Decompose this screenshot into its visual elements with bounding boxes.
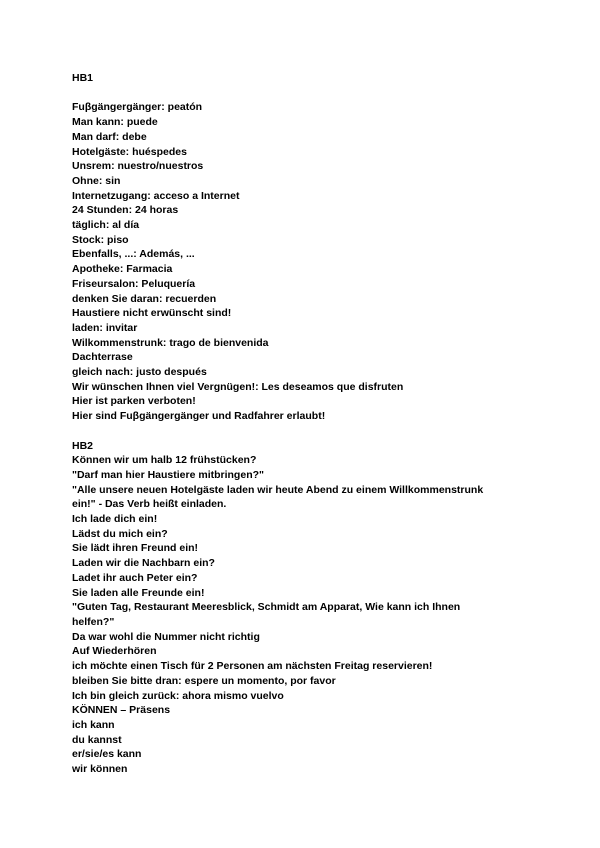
vocab-line: Wir wünschen Ihnen viel Vergnügen!: Les deseamos que disfruten: [72, 380, 404, 393]
text-line: Ladet ihr auch Peter ein?: [72, 571, 198, 584]
vocab-line: 24 Stunden: 24 horas: [72, 204, 179, 217]
text-line: Lädst du mich ein?: [72, 527, 168, 540]
vocab-line: Ohne: sin: [72, 174, 121, 187]
vocab-line: Dachterrase: [72, 351, 133, 364]
text-line: Auf Wiederhören: [72, 645, 157, 658]
text-line: wir können: [72, 763, 128, 776]
text-line: ich kann: [72, 718, 115, 731]
text-line: helfen?": [72, 615, 115, 628]
vocab-line: laden: invitar: [72, 321, 138, 334]
text-line: bleiben Sie bitte dran: espere un momento, por favor: [72, 674, 336, 687]
vocab-line: Hier sind Fuβgängergänger und Radfahrer erlaubt!: [72, 410, 326, 423]
vocab-line: Unsrem: nuestro/nuestros: [72, 160, 204, 173]
vocab-line: Hotelgäste: huéspedes: [72, 145, 187, 158]
section-heading: HB1: [72, 72, 94, 84]
vocab-line: täglich: al día: [72, 219, 140, 232]
text-line: Da war wohl die Nummer nicht richtig: [72, 630, 260, 643]
section-hb1: [72, 71, 542, 424]
vocab-line: Stock: piso: [72, 233, 129, 246]
vocab-line: Haustiere nicht erwünscht sind!: [72, 307, 232, 320]
vocab-line: Hier ist parken verboten!: [72, 395, 196, 408]
document-page: [72, 71, 542, 791]
vocab-line: Wilkommenstrunk: trago de bienvenida: [72, 336, 269, 349]
text-line: Sie laden alle Freunde ein!: [72, 586, 205, 599]
text-line: Ich lade dich ein!: [72, 513, 158, 526]
vocab-line: Internetzugang: acceso a Internet: [72, 189, 240, 202]
section-heading: HB2: [72, 439, 94, 452]
text-line: er/sie/es kann: [72, 748, 142, 761]
section-hb2: [72, 439, 542, 777]
text-line: ein!" - Das Verb heißt einladen.: [72, 498, 227, 511]
vocab-line: Man darf: debe: [72, 130, 147, 143]
vocab-line: Fuβgängergänger: peatón: [72, 101, 203, 114]
text-line: Laden wir die Nachbarn ein?: [72, 557, 215, 570]
vocab-line: gleich nach: justo después: [72, 366, 207, 379]
vocab-line: Apotheke: Farmacia: [72, 263, 173, 276]
text-line: KÖNNEN – Präsens: [72, 704, 171, 717]
vocab-line: denken Sie daran: recuerden: [72, 292, 217, 305]
vocab-line: Friseursalon: Peluquería: [72, 277, 196, 290]
vocab-line: Man kann: puede: [72, 116, 158, 129]
text-line: Können wir um halb 12 frühstücken?: [72, 454, 257, 467]
text-line: "Guten Tag, Restaurant Meeresblick, Schmidt am Apparat, Wie kann ich Ihnen: [72, 601, 461, 614]
text-line: Sie lädt ihren Freund ein!: [72, 542, 199, 555]
vocab-line: Ebenfalls, ...: Además, ...: [72, 248, 195, 261]
text-line: du kannst: [72, 733, 122, 746]
text-line: "Alle unsere neuen Hotelgäste laden wir heute Abend zu einem Willkommenstrunk: [72, 483, 484, 496]
text-line: ich möchte einen Tisch für 2 Personen am nächsten Freitag reservieren!: [72, 660, 433, 673]
text-line: Ich bin gleich zurück: ahora mismo vuelvo: [72, 689, 284, 702]
text-line: "Darf man hier Haustiere mitbringen?": [72, 468, 264, 481]
